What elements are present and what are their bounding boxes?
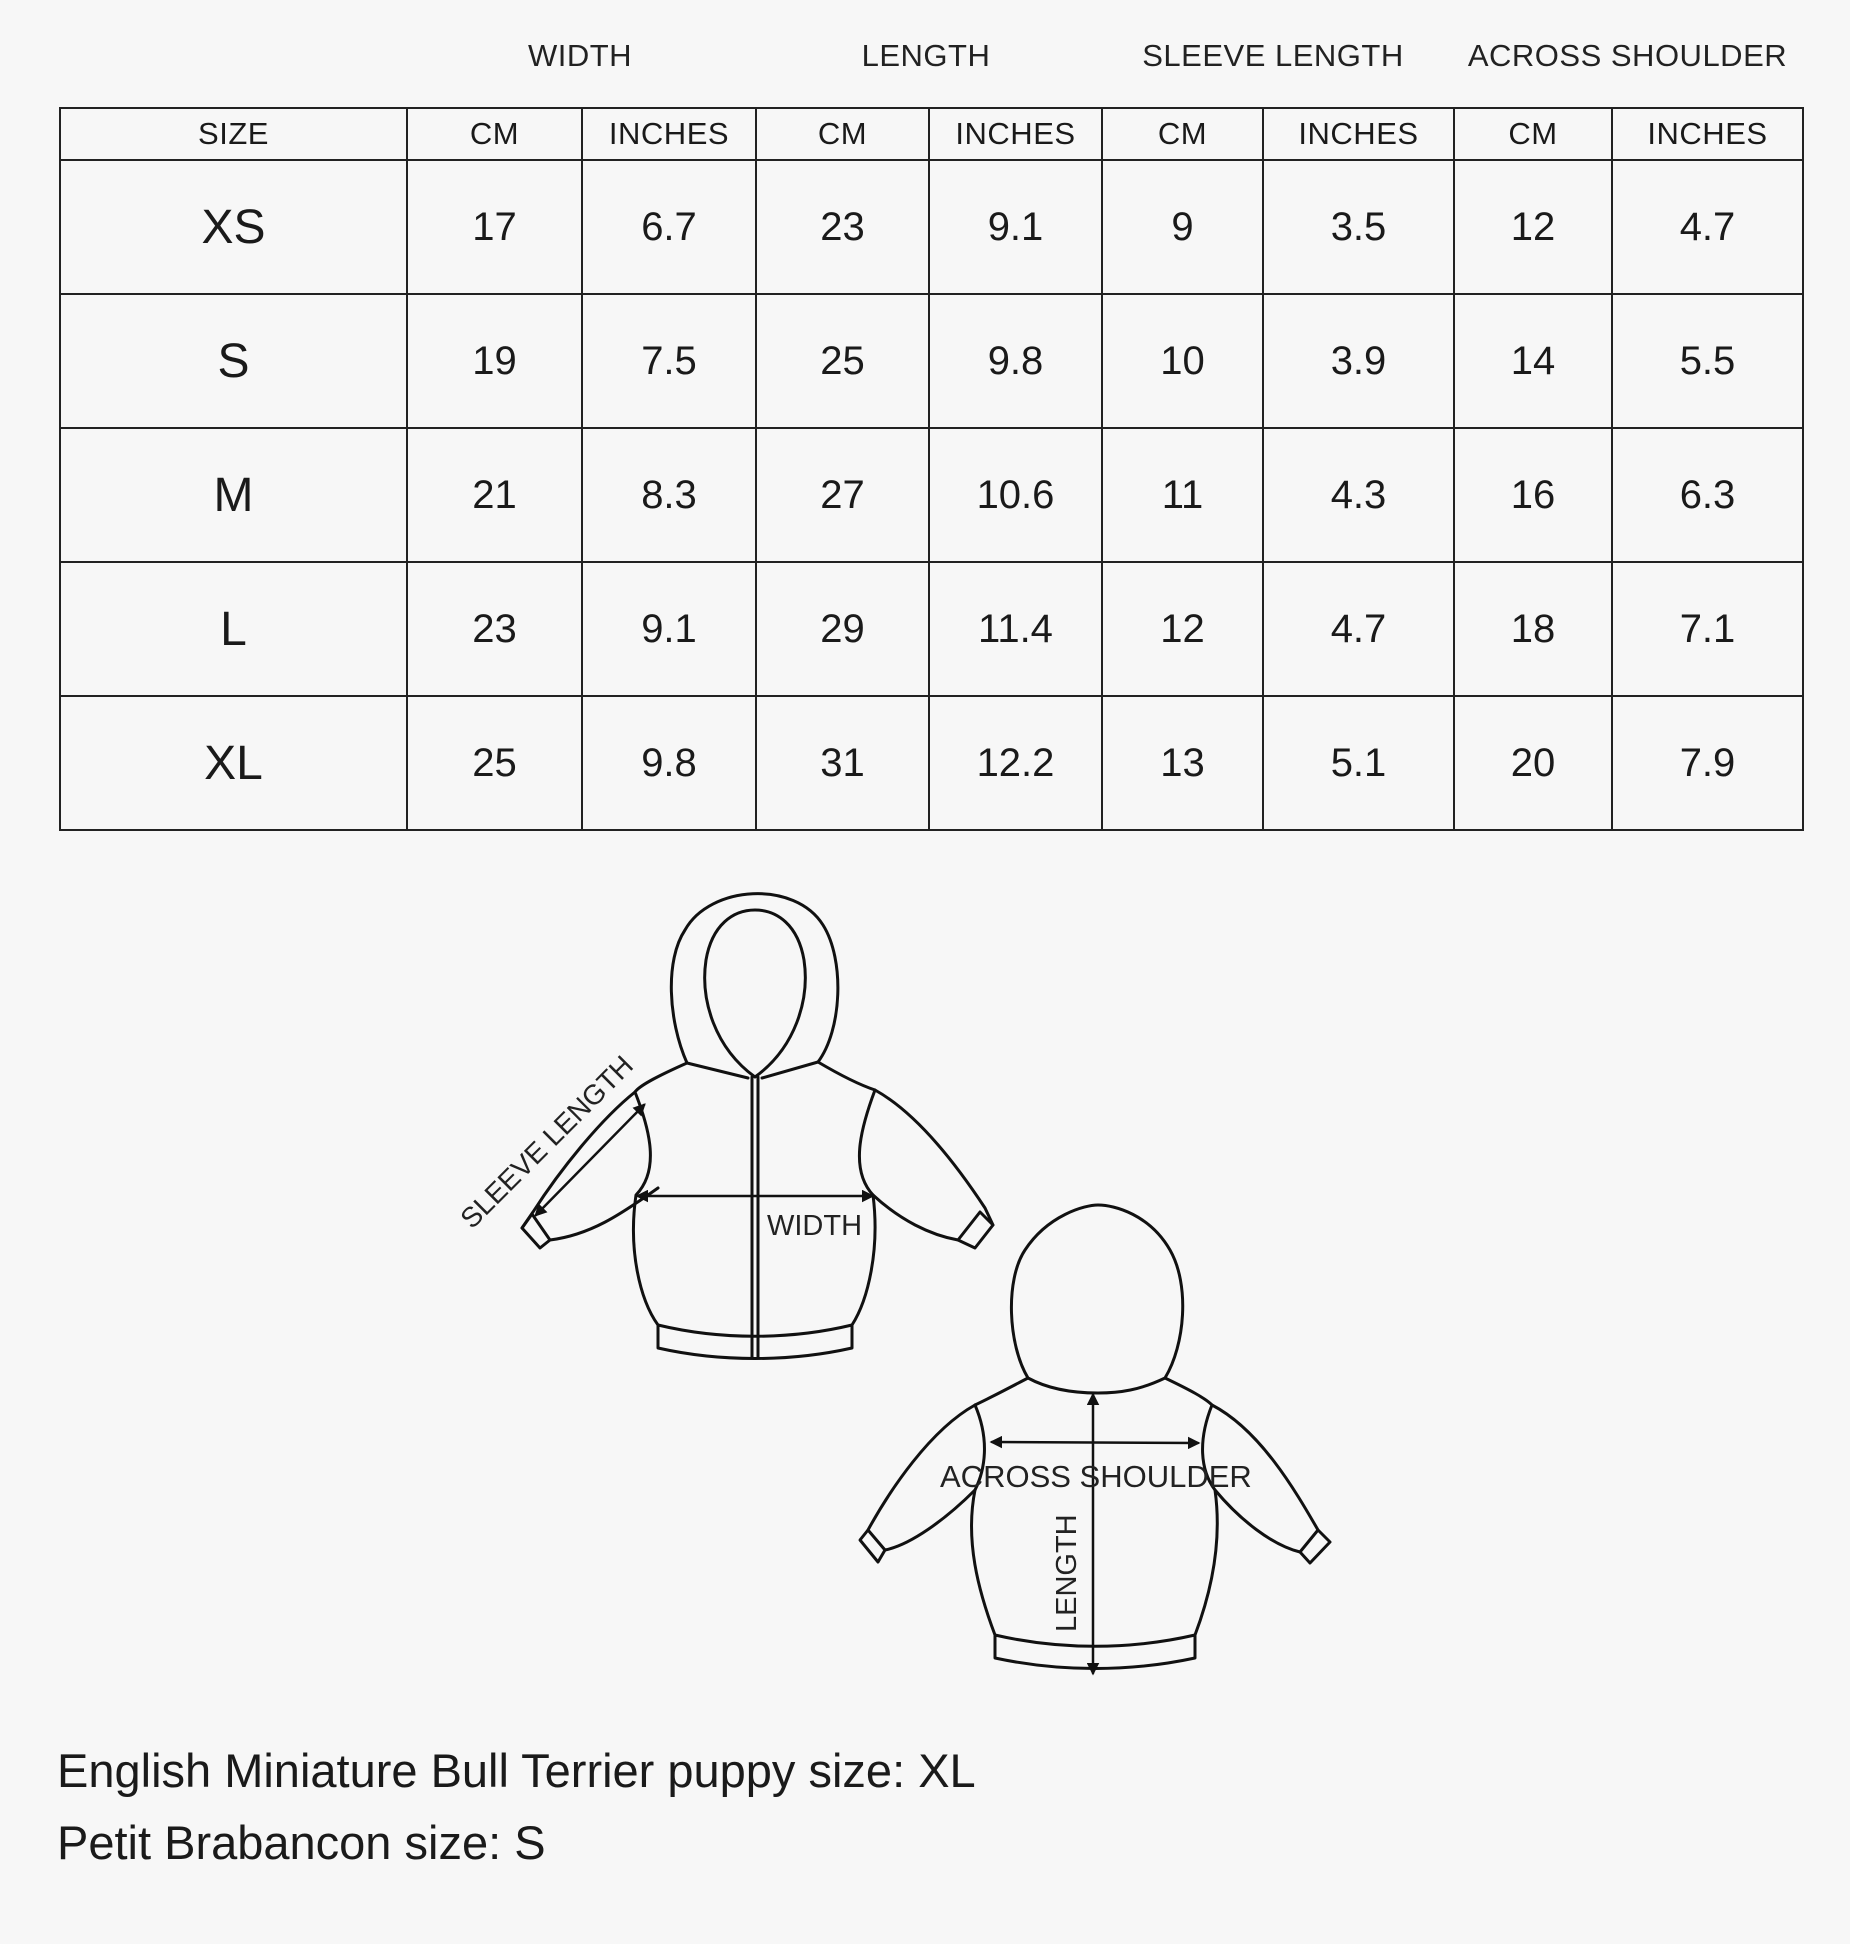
table-cell: 12 <box>1454 160 1612 294</box>
note-petit-brabancon-size: Petit Brabancon size: S <box>57 1816 546 1869</box>
table-cell: 11 <box>1102 428 1263 562</box>
column-header: SIZE <box>60 108 407 160</box>
size-cell: XS <box>60 160 407 294</box>
size-cell: M <box>60 428 407 562</box>
length-label: LENGTH <box>1051 1514 1083 1632</box>
column-header: INCHES <box>1612 108 1803 160</box>
table-cell: 13 <box>1102 696 1263 830</box>
across-shoulder-arrow <box>992 1442 1198 1443</box>
table-cell: 23 <box>407 562 582 696</box>
table-cell: 9.1 <box>929 160 1102 294</box>
table-cell: 27 <box>756 428 929 562</box>
column-header: INCHES <box>1263 108 1454 160</box>
table-cell: 19 <box>407 294 582 428</box>
table-cell: 17 <box>407 160 582 294</box>
table-cell: 12 <box>1102 562 1263 696</box>
table-cell: 25 <box>407 696 582 830</box>
table-header-row <box>60 108 1803 160</box>
column-header: CM <box>1454 108 1612 160</box>
size-cell: L <box>60 562 407 696</box>
table-cell: 8.3 <box>582 428 756 562</box>
size-cell: XL <box>60 696 407 830</box>
width-label: WIDTH <box>767 1210 863 1242</box>
table-cell: 5.1 <box>1263 696 1454 830</box>
size-chart-table <box>59 107 1804 831</box>
table-row <box>60 428 1803 562</box>
group-label-width: WIDTH <box>527 38 633 73</box>
column-header: INCHES <box>582 108 756 160</box>
sleeve-length-label: SLEEVE LENGTH <box>454 1049 640 1235</box>
table-cell: 20 <box>1454 696 1612 830</box>
table-cell: 9.1 <box>582 562 756 696</box>
table-cell: 10.6 <box>929 428 1102 562</box>
column-header: CM <box>1102 108 1263 160</box>
table-cell: 23 <box>756 160 929 294</box>
table-cell: 7.5 <box>582 294 756 428</box>
column-header: INCHES <box>929 108 1102 160</box>
table-row <box>60 562 1803 696</box>
table-cell: 12.2 <box>929 696 1102 830</box>
table-cell: 4.7 <box>1612 160 1803 294</box>
size-cell: S <box>60 294 407 428</box>
table-cell: 7.9 <box>1612 696 1803 830</box>
group-label-length: LENGTH <box>861 38 991 73</box>
hoodie-measurement-diagram <box>0 870 1850 1690</box>
table-cell: 31 <box>756 696 929 830</box>
table-cell: 5.5 <box>1612 294 1803 428</box>
table-cell: 29 <box>756 562 929 696</box>
table-row <box>60 160 1803 294</box>
group-label-across-shoulder: ACROSS SHOULDER <box>1467 38 1788 73</box>
table-cell: 6.7 <box>582 160 756 294</box>
table-cell: 6.3 <box>1612 428 1803 562</box>
note-bull-terrier-size: English Miniature Bull Terrier puppy size: XL <box>57 1744 976 1797</box>
table-cell: 10 <box>1102 294 1263 428</box>
table-cell: 21 <box>407 428 582 562</box>
front-hoodie-icon <box>522 894 993 1359</box>
table-cell: 9 <box>1102 160 1263 294</box>
table-cell: 16 <box>1454 428 1612 562</box>
across-shoulder-label: ACROSS SHOULDER <box>940 1459 1252 1494</box>
table-cell: 7.1 <box>1612 562 1803 696</box>
table-cell: 4.3 <box>1263 428 1454 562</box>
column-header: CM <box>756 108 929 160</box>
table-cell: 3.9 <box>1263 294 1454 428</box>
table-cell: 3.5 <box>1263 160 1454 294</box>
table-cell: 25 <box>756 294 929 428</box>
column-header: CM <box>407 108 582 160</box>
table-cell: 18 <box>1454 562 1612 696</box>
table-cell: 9.8 <box>582 696 756 830</box>
table-cell: 4.7 <box>1263 562 1454 696</box>
back-hoodie-icon <box>860 1205 1330 1669</box>
table-cell: 9.8 <box>929 294 1102 428</box>
table-cell: 14 <box>1454 294 1612 428</box>
table-row <box>60 294 1803 428</box>
table-cell: 11.4 <box>929 562 1102 696</box>
group-label-sleeve-length: SLEEVE LENGTH <box>1142 38 1404 73</box>
table-row <box>60 696 1803 830</box>
